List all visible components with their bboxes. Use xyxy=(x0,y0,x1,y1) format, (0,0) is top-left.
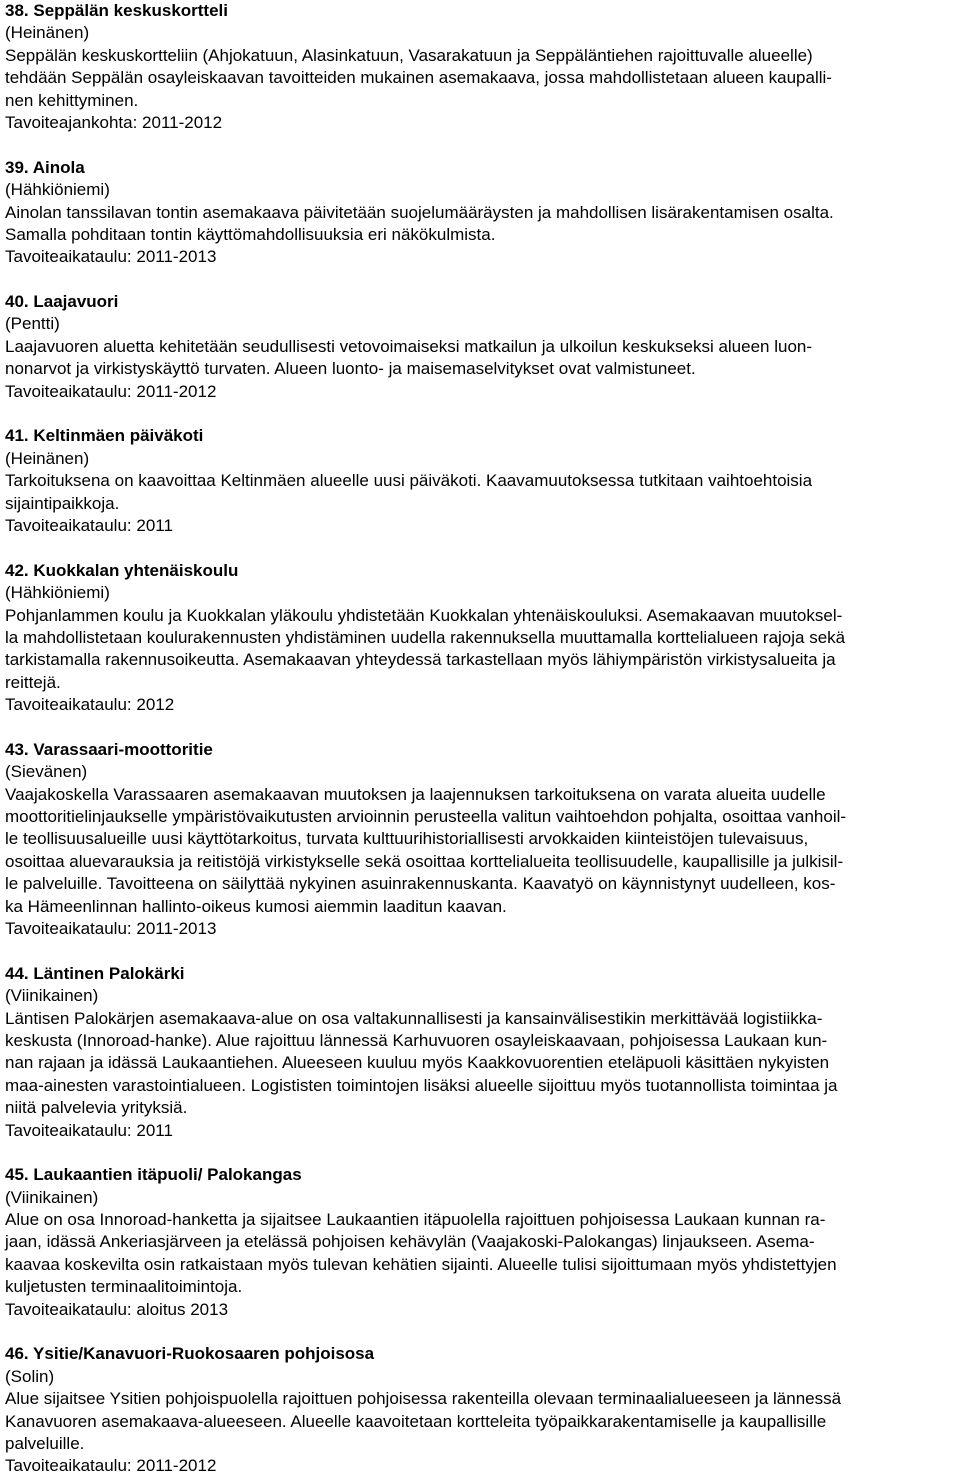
section-schedule: Tavoiteaikataulu: aloitus 2013 xyxy=(5,1299,229,1319)
section-area-planner: (Viinikainen) xyxy=(5,986,99,1006)
description-line: kuljetusten terminaalitoimintoja. xyxy=(5,1277,243,1297)
description-line: Tarkoituksena on kaavoittaa Keltinmäen alueelle uusi päiväkoti. Kaavamuutoksessa tutkitaan vaihtoehtoisia xyxy=(5,471,813,491)
description-line: nen kehittyminen. xyxy=(5,90,139,110)
description-line: niitä palvelevia yrityksiä. xyxy=(5,1098,188,1118)
section-spacer xyxy=(5,940,957,962)
plan-item-section xyxy=(5,1343,957,1477)
section-title: 38. Seppälän keskuskortteli xyxy=(5,1,228,20)
description-line: reittejä. xyxy=(5,672,61,692)
section-spacer xyxy=(5,1142,957,1164)
section-description xyxy=(5,336,957,381)
description-line: le palveluille. Tavoitteena on säilyttää nykyinen asuinrakennuskanta. Kaavatyö on käynnistynyt uudelleen, kos- xyxy=(5,874,836,894)
description-line: Laajavuoren aluetta kehitetään seudullisesti vetovoimaiseksi matkailun ja ulkoilun keskukseksi alueen luon- xyxy=(5,336,813,356)
plan-item-section xyxy=(5,560,957,717)
section-area-planner: (Hähkiöniemi) xyxy=(5,583,110,603)
section-schedule: Tavoiteaikataulu: 2011-2012 xyxy=(5,381,217,401)
plan-item-section xyxy=(5,291,957,403)
section-schedule: Tavoiteaikataulu: 2011 xyxy=(5,515,173,535)
description-line: keskusta (Innoroad-hanke). Alue rajoittuu lännessä Karhuvuoren osayleiskaavaan, pohjoisessa Laukaan kun- xyxy=(5,1030,828,1050)
plan-item-section xyxy=(5,739,957,941)
description-line: Pohjanlammen koulu ja Kuokkalan yläkoulu yhdistetään Kuokkalan yhtenäiskouluksi. Asemakaavan muutoksel- xyxy=(5,605,843,625)
section-title: 42. Kuokkalan yhtenäiskoulu xyxy=(5,560,239,580)
section-title: 44. Läntinen Palokärki xyxy=(5,963,185,983)
section-description xyxy=(5,1008,957,1120)
plan-item-section xyxy=(5,425,957,537)
section-schedule: Tavoiteaikataulu: 2011-2012 xyxy=(5,1456,217,1476)
section-schedule: Tavoiteaikataulu: 2011-2013 xyxy=(5,919,217,939)
section-title: 40. Laajavuori xyxy=(5,292,119,312)
description-line: Samalla pohditaan tontin käyttömahdollisuuksia eri näkökulmista. xyxy=(5,224,496,244)
section-description xyxy=(5,45,957,112)
description-line: Seppälän keskuskortteliin (Ahjokatuun, Alasinkatuun, Vasarakatuun ja Seppäläntiehen rajoittuvalle alueelle) xyxy=(5,45,813,65)
document-body xyxy=(5,0,957,1478)
description-line: Läntisen Palokärjen asemakaava-alue on osa valtakunnallisesti ja kansainvälisestikin merkittävää logistiikka- xyxy=(5,1008,823,1028)
section-area-planner: (Sievänen) xyxy=(5,762,88,782)
description-line: Kanavuoren asemakaava-alueeseen. Alueelle kaavoitetaan kortteleita työpaikkarakentamiselle ja kaupallisille xyxy=(5,1411,827,1431)
description-line: palveluille. xyxy=(5,1434,85,1453)
plan-item-section xyxy=(5,0,957,134)
section-schedule: Tavoiteaikataulu: 2012 xyxy=(5,695,175,715)
section-spacer xyxy=(5,717,957,739)
description-line: ka Hämeenlinnan hallinto-oikeus kumosi aiemmin laaditun kaavan. xyxy=(5,896,507,916)
description-line: Ainolan tanssilavan tontin asemakaava päivitetään suojelumääräysten ja mahdollisen lisärakentamisen osalta. xyxy=(5,202,834,222)
description-line: kaavaa koskevilta osin ratkaistaan myös tulevan kehätien sijainti. Alueelle tulisi sijoittumaan myös yhdistettyjen xyxy=(5,1254,837,1274)
section-description xyxy=(5,1388,957,1455)
section-description xyxy=(5,470,957,515)
section-area-planner: (Hähkiöniemi) xyxy=(5,180,110,200)
section-description xyxy=(5,1209,957,1299)
description-line: moottoritielinjaukselle ympäristövaikutusten arvioinnin perusteella valitun vaihtoehdon pohjalta, osoittaa vanhoil- xyxy=(5,807,847,827)
section-title: 45. Laukaantien itäpuoli/ Palokangas xyxy=(5,1165,302,1185)
plan-item-section xyxy=(5,157,957,269)
description-line: sijaintipaikkoja. xyxy=(5,493,120,513)
section-description xyxy=(5,202,957,247)
plan-item-section xyxy=(5,963,957,1142)
description-line: nan rajaan ja idässä Laukaantiehen. Alueeseen kuuluu myös Kaakkovuorentien eteläpuoli käsittäen nykyisten xyxy=(5,1053,830,1073)
section-schedule: Tavoiteajankohta: 2011-2012 xyxy=(5,112,223,132)
plan-item-section xyxy=(5,1164,957,1321)
section-spacer xyxy=(5,1321,957,1343)
description-line: tehdään Seppälän osayleiskaavan tavoitteiden mukainen asemakaava, jossa mahdollistetaan alueen kaupalli- xyxy=(5,68,832,88)
description-line: le teollisuusalueille uusi käyttötarkoitus, turvata kulttuurihistoriallisesti arvokkaiden kiinteistöjen tulevaisuus, xyxy=(5,829,809,849)
section-area-planner: (Heinänen) xyxy=(5,448,90,468)
section-area-planner: (Heinänen) xyxy=(5,23,90,43)
section-spacer xyxy=(5,269,957,291)
description-line: Alue sijaitsee Ysitien pohjoispuolella rajoittuen pohjoisessa rakenteilla olevaan terminaalialueeseen ja lännessä xyxy=(5,1389,842,1409)
description-line: osoittaa aluevarauksia ja reitistöjä virkistykselle sekä osoittaa korttelialueita teollisuudelle, kaupallisille ja julkisil- xyxy=(5,851,844,871)
section-description xyxy=(5,605,957,695)
description-line: Alue on osa Innoroad-hanketta ja sijaitsee Laukaantien itäpuolella rajoittuen pohjoisessa Laukaan kunnan ra- xyxy=(5,1210,826,1230)
description-line: tarkistamalla rakennusoikeutta. Asemakaavan yhteydessä tarkastellaan myös lähiympäristön virkistysalueita ja xyxy=(5,650,836,670)
section-spacer xyxy=(5,403,957,425)
section-title: 46. Ysitie/Kanavuori-Ruokosaaren pohjoisosa xyxy=(5,1344,375,1364)
section-spacer xyxy=(5,537,957,559)
section-area-planner: (Solin) xyxy=(5,1366,55,1386)
section-title: 39. Ainola xyxy=(5,157,85,177)
description-line: nonarvot ja virkistyskäyttö turvaten. Alueen luonto- ja maisemaselvitykset ovat valmistuneet. xyxy=(5,359,696,379)
description-line: la mahdollistetaan koulurakennusten yhdistäminen uudella rakennuksella muuttamalla korttelialueen rajoja sekä xyxy=(5,627,846,647)
description-line: jaan, idässä Ankeriasjärveen ja etelässä pohjoisen kehävylän (Vaajakoski-Palokangas) linjaukseen. Asema- xyxy=(5,1232,815,1252)
section-description xyxy=(5,784,957,918)
section-title: 41. Keltinmäen päiväkoti xyxy=(5,426,204,446)
section-spacer xyxy=(5,134,957,156)
description-line: maa-ainesten varastointialueen. Logististen toimintojen lisäksi alueelle sijoittuu myös tuotannollista toimintaa ja xyxy=(5,1075,838,1095)
section-area-planner: (Viinikainen) xyxy=(5,1187,99,1207)
section-title: 43. Varassaari-moottoritie xyxy=(5,739,213,759)
section-area-planner: (Pentti) xyxy=(5,314,60,334)
section-schedule: Tavoiteaikataulu: 2011-2013 xyxy=(5,247,217,267)
description-line: Vaajakoskella Varassaaren asemakaavan muutoksen ja laajennuksen tarkoituksena on varata alueita uudelle xyxy=(5,784,826,804)
section-schedule: Tavoiteaikataulu: 2011 xyxy=(5,1120,173,1140)
